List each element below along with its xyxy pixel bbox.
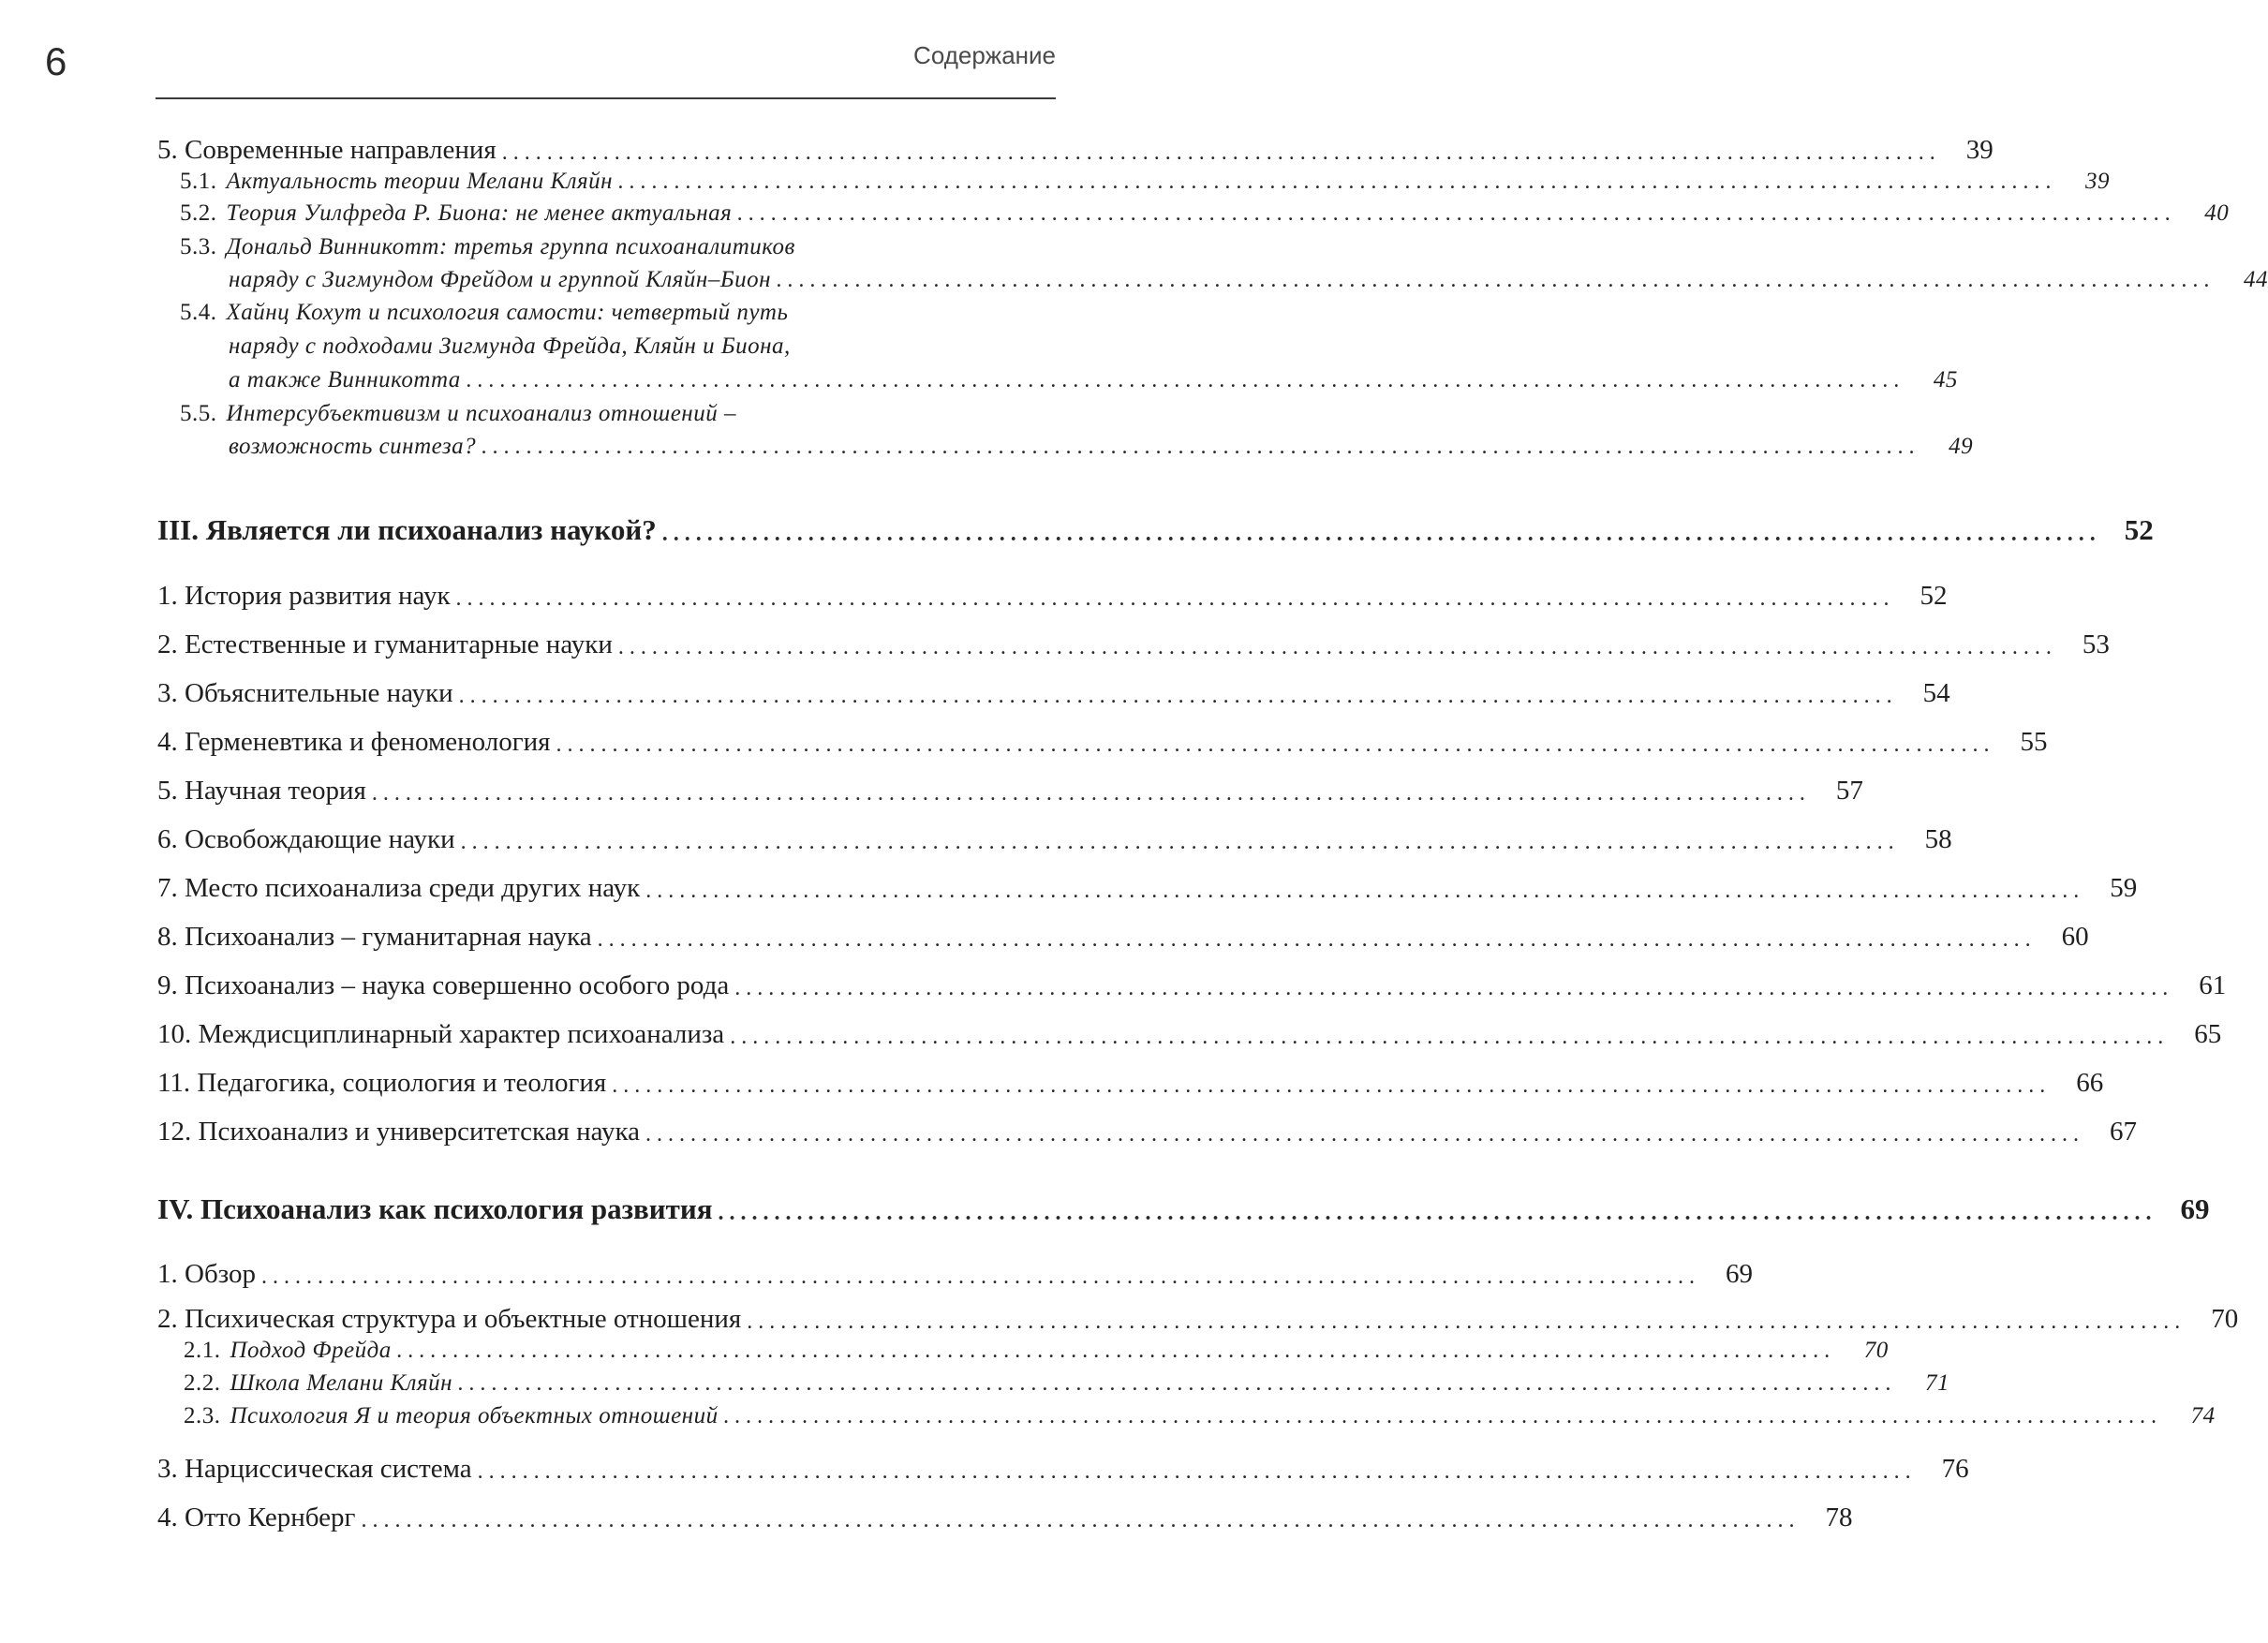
toc-subentry-number: 2.3. [184,1403,221,1428]
toc-entry-page: 39 [1965,135,1994,165]
toc-entry-page: 54 [1922,678,1950,708]
page-number: 6 [45,39,67,83]
toc-subentry-page: 45 [1933,367,1958,392]
toc-chapter-page: 69 [2180,1192,2210,1225]
toc-entry-title: 3. Нарциссическая система [157,1454,472,1484]
leader-dots: ................................................................................................................................ [661,522,2101,546]
leader-dots: ................................................................................................................................ [645,1122,2085,1147]
leader-dots: ................................................................................................................................ [501,141,1941,165]
toc-entry-title: 1. Обзор [157,1259,256,1289]
toc-entry-title: 1. История развития наук [157,581,451,611]
toc-subentry-page: 44 [2243,267,2268,292]
toc-entry-page: 65 [2194,1019,2222,1049]
toc-chapter-title: IV. Психоанализ как психология развития [157,1192,713,1225]
leader-dots: ................................................................................................................................ [460,830,1900,854]
toc-entry-page: 60 [2061,922,2089,952]
toc-entry-title: 9. Психоанализ – наука совершенно особого рода [157,970,730,1000]
toc-subentry-number: 5.1. [180,169,217,194]
leader-dots: ................................................................................................................................ [361,1508,1801,1532]
toc-chapter-title: III. Является ли психоанализ наукой? [157,513,657,546]
toc-entry-page: 52 [1920,581,1948,611]
leader-dots: ................................................................................................................................ [776,268,2216,292]
toc-subentry-title-line2: наряду с подходами Зигмунда Фрейда, Кляйн и Биона, [229,333,791,359]
leader-dots: ................................................................................................................................ [612,1073,2052,1098]
toc-entry-title: 2. Психическая структура и объектные отношения [157,1304,742,1334]
toc-subentry-title: Теория Уилфреда Р. Биона: не менее актуальная [226,200,733,226]
leader-dots: ................................................................................................................................ [455,586,1895,611]
toc-subentry-page: 40 [2204,200,2230,226]
toc-subentry-page: 71 [1924,1370,1949,1396]
toc-entry-title: 5. Научная теория [157,776,366,806]
toc-entry-page: 61 [2199,970,2227,1000]
leader-dots: ................................................................................................................................ [723,1404,2163,1428]
toc-subentry-title-line1: Хайнц Кохут и психология самости: четвертый путь [226,300,789,325]
toc-entry-page: 67 [2110,1117,2138,1147]
leader-dots: ................................................................................................................................ [730,1025,2170,1049]
toc-entry-page: 70 [2211,1304,2239,1334]
toc-subentry-page: 74 [2190,1403,2216,1428]
toc-entry-title: 4. Отто Кернберг [157,1502,356,1532]
toc-entry-title: 6. Освобождающие науки [157,824,455,854]
toc-entry-page: 78 [1825,1502,1853,1532]
toc-entry-title: 11. Педагогика, социология и теология [157,1068,607,1098]
leader-dots: ................................................................................................................................ [556,733,1995,757]
leader-dots: ................................................................................................................................ [747,1310,2186,1334]
toc-entry-title: 2. Естественные и гуманитарные науки [157,629,613,659]
leader-dots: ................................................................................................................................ [458,684,1898,708]
toc-entry-title: 4. Герменевтика и феноменология [157,727,551,757]
leader-dots: ................................................................................................................................ [466,368,1905,392]
leader-dots: ................................................................................................................................ [371,781,1811,806]
toc-entry-page: 59 [2110,873,2138,903]
toc-chapter-page: 52 [2124,513,2154,546]
toc-subentry-number: 5.5. [180,401,217,426]
leader-dots: ................................................................................................................................ [734,976,2174,1000]
toc-subentry-title-line3: а также Винникотта [229,367,461,392]
toc-subentry-title: Психология Я и теория объектных отношений [230,1403,719,1428]
toc-subentry-title-line2: возможность синтеза? [229,434,477,459]
leader-dots: ................................................................................................................................ [618,170,2058,194]
running-title: Содержание [913,41,1056,69]
leader-dots: ................................................................................................................................ [597,927,2037,952]
toc-subentry-title: Подход Фрейда [230,1338,392,1363]
toc-subentry-title: Актуальность теории Мелани Кляйн [226,169,614,194]
toc-subentry-number: 2.2. [184,1370,221,1396]
toc-subentry-title-line2: наряду с Зигмундом Фрейдом и группой Кляйн–Бион [229,267,771,292]
leader-dots: ................................................................................................................................ [645,879,2085,903]
toc-entry-page: 53 [2082,629,2110,659]
toc-subentry-number: 5.2. [180,200,217,226]
toc-entry-title: 12. Психоанализ и университетская наука [157,1117,641,1147]
toc-subentry-number: 5.4. [180,300,217,325]
toc-subentry-page: 39 [2085,169,2111,194]
toc-entry-page: 58 [1924,824,1952,854]
toc-entry-title: 5. Современные направления [157,135,497,165]
leader-dots: ................................................................................................................................ [457,1371,1897,1396]
toc-entry-title: 10. Междисциплинарный характер психоанализа [157,1019,725,1049]
toc-subentry-title: Школа Мелани Кляйн [230,1370,452,1396]
toc-entry-page: 57 [1835,776,1863,806]
toc-subentry-page: 70 [1863,1338,1889,1363]
leader-dots: ................................................................................................................................ [482,435,1921,459]
toc-entry-title: 3. Объяснительные науки [157,678,453,708]
toc-entry-page: 69 [1725,1259,1753,1289]
toc-entry-page: 55 [2020,727,2048,757]
toc-subentry-number: 2.1. [184,1338,221,1363]
toc-subentry-title-line1: Дональд Винникотт: третья группа психоаналитиков [226,234,795,259]
toc-entry-page: 76 [1941,1454,1969,1484]
toc-entry-page: 66 [2076,1068,2104,1098]
toc-entry-title: 7. Место психоанализа среди других наук [157,873,641,903]
leader-dots: ................................................................................................................................ [477,1459,1917,1484]
toc-subentry-page: 49 [1949,434,1974,459]
toc-subentry-number: 5.3. [180,234,217,259]
toc-entry-title: 8. Психоанализ – гуманитарная наука [157,922,592,952]
toc-subentry-title-line1: Интерсубъективизм и психоанализ отношений – [226,401,736,426]
leader-dots: ................................................................................................................................ [718,1201,2157,1225]
leader-dots: ................................................................................................................................ [260,1265,1700,1289]
leader-dots: ................................................................................................................................ [396,1339,1836,1363]
leader-dots: ................................................................................................................................ [737,201,2177,226]
leader-dots: ................................................................................................................................ [617,635,2057,659]
